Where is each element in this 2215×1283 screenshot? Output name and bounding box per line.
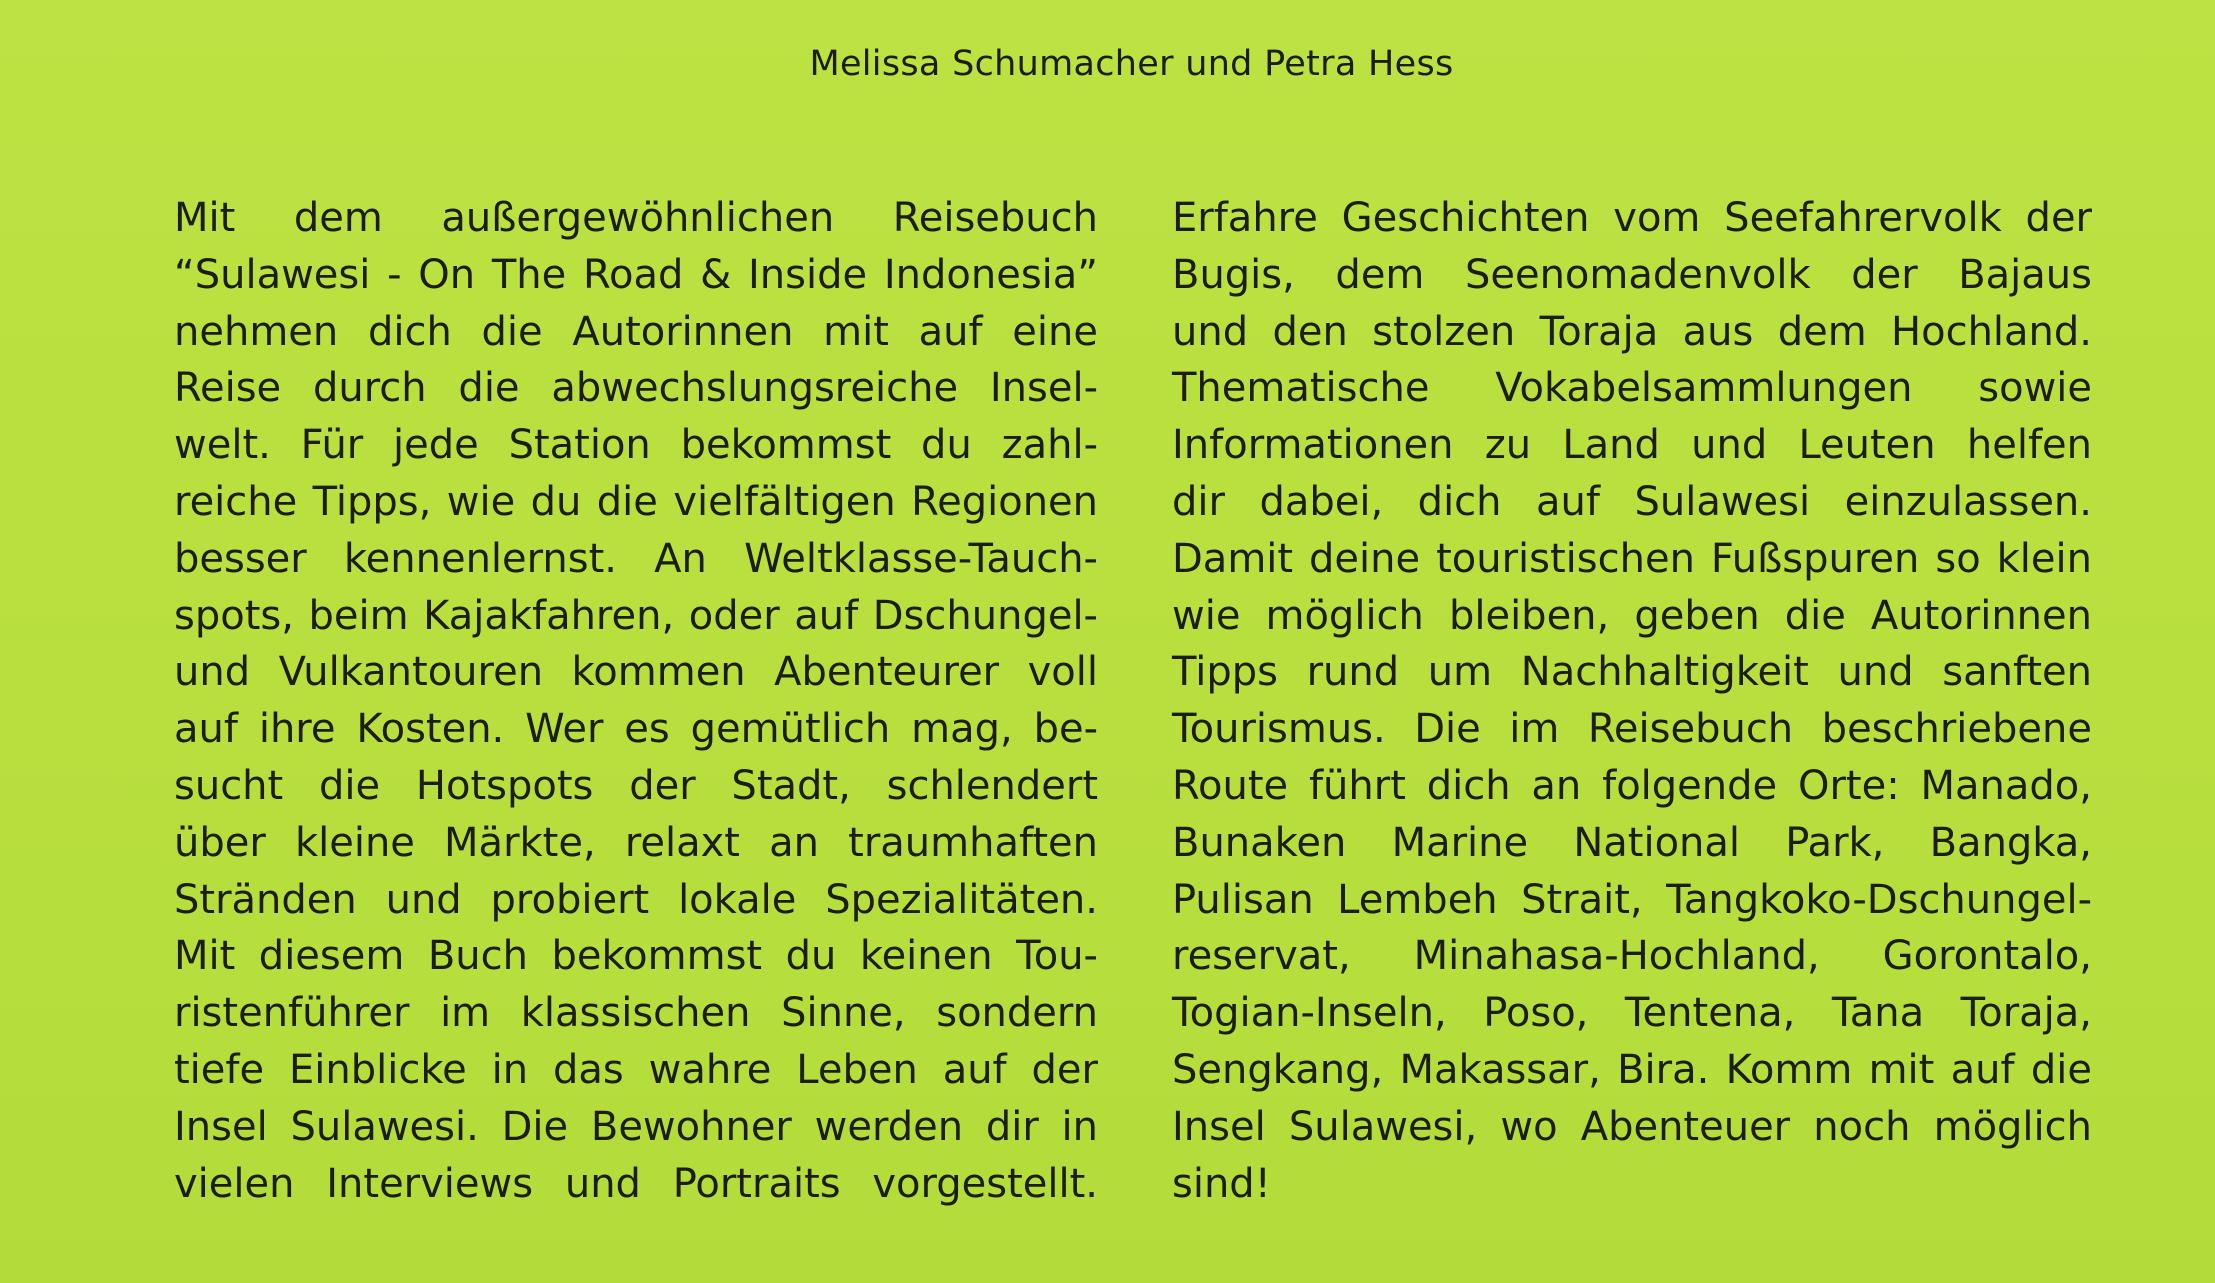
text-line: auf ihre Kosten. Wer es gemütlich mag, be- xyxy=(174,706,1098,753)
text-line: Bugis, dem Seenomadenvolk der Bajaus xyxy=(1172,251,2092,298)
text-line: Insel Sulawesi. Die Bewohner werden dir in xyxy=(174,1103,1098,1150)
text-line: dir dabei, dich auf Sulawesi einzulassen. xyxy=(1172,478,2092,525)
text-line: Bunaken Marine National Park, Bangka, xyxy=(1172,819,2092,866)
text-line: Pulisan Lembeh Strait, Tangkoko-Dschungel- xyxy=(1172,876,2092,923)
authors-text: Melissa Schumacher und Petra Hess xyxy=(809,44,1454,84)
text-line: Tourismus. Die im Reisebuch beschriebene xyxy=(1172,706,2092,753)
text-line: spots, beim Kajakfahren, oder auf Dschungel- xyxy=(174,592,1098,639)
text-line: reiche Tipps, wie du die vielfältigen Regionen xyxy=(174,478,1098,525)
text-line: sind! xyxy=(1172,1160,1271,1207)
text-line: und Vulkantouren kommen Abenteurer voll xyxy=(174,649,1098,696)
text-column-right xyxy=(1172,190,2092,1212)
text-column-left xyxy=(174,190,1098,1212)
text-line: “Sulawesi - On The Road & Inside Indonesia” xyxy=(174,251,1098,298)
text-line: über kleine Märkte, relaxt an traumhaften xyxy=(174,819,1098,866)
text-line: Togian-Inseln, Poso, Tentena, Tana Toraja, xyxy=(1172,990,2092,1037)
text-line: Informationen zu Land und Leuten helfen xyxy=(1172,422,2092,469)
text-line: nehmen dich die Autorinnen mit auf eine xyxy=(174,308,1098,355)
text-line: wie möglich bleiben, geben die Autorinnen xyxy=(1172,592,2092,639)
text-line: Tipps rund um Nachhaltigkeit und sanften xyxy=(1172,649,2092,696)
text-line: Erfahre Geschichten vom Seefahrervolk der xyxy=(1172,195,2092,241)
text-line: Insel Sulawesi, wo Abenteuer noch möglich xyxy=(1172,1103,2092,1150)
text-line: besser kennenlernst. An Weltklasse-Tauch- xyxy=(174,535,1098,582)
text-line: Mit dem außergewöhnlichen Reisebuch xyxy=(174,195,1098,241)
text-line: ristenführer im klassischen Sinne, sondern xyxy=(174,990,1098,1037)
text-line: Sengkang, Makassar, Bira. Komm mit auf die xyxy=(1172,1046,2092,1093)
text-line: sucht die Hotspots der Stadt, schlendert xyxy=(174,762,1098,809)
text-line: Reise durch die abwechslungsreiche Insel- xyxy=(174,365,1098,412)
text-line: tiefe Einblicke in das wahre Leben auf der xyxy=(174,1046,1098,1093)
text-line: Thematische Vokabelsammlungen sowie xyxy=(1172,365,2092,412)
text-line: Mit diesem Buch bekommst du keinen Tou- xyxy=(174,933,1098,980)
authors-header xyxy=(0,40,2215,88)
text-line: reservat, Minahasa-Hochland, Gorontalo, xyxy=(1172,933,2092,980)
text-line: welt. Für jede Station bekommst du zahl- xyxy=(174,422,1098,469)
text-line: Stränden und probiert lokale Spezialitäten. xyxy=(174,876,1098,923)
text-line: Damit deine touristischen Fußspuren so klein xyxy=(1172,535,2092,582)
text-line: vielen Interviews und Portraits vorgestellt. xyxy=(174,1160,1098,1207)
text-line: und den stolzen Toraja aus dem Hochland. xyxy=(1172,308,2092,355)
text-line: Route führt dich an folgende Orte: Manado, xyxy=(1172,762,2092,809)
